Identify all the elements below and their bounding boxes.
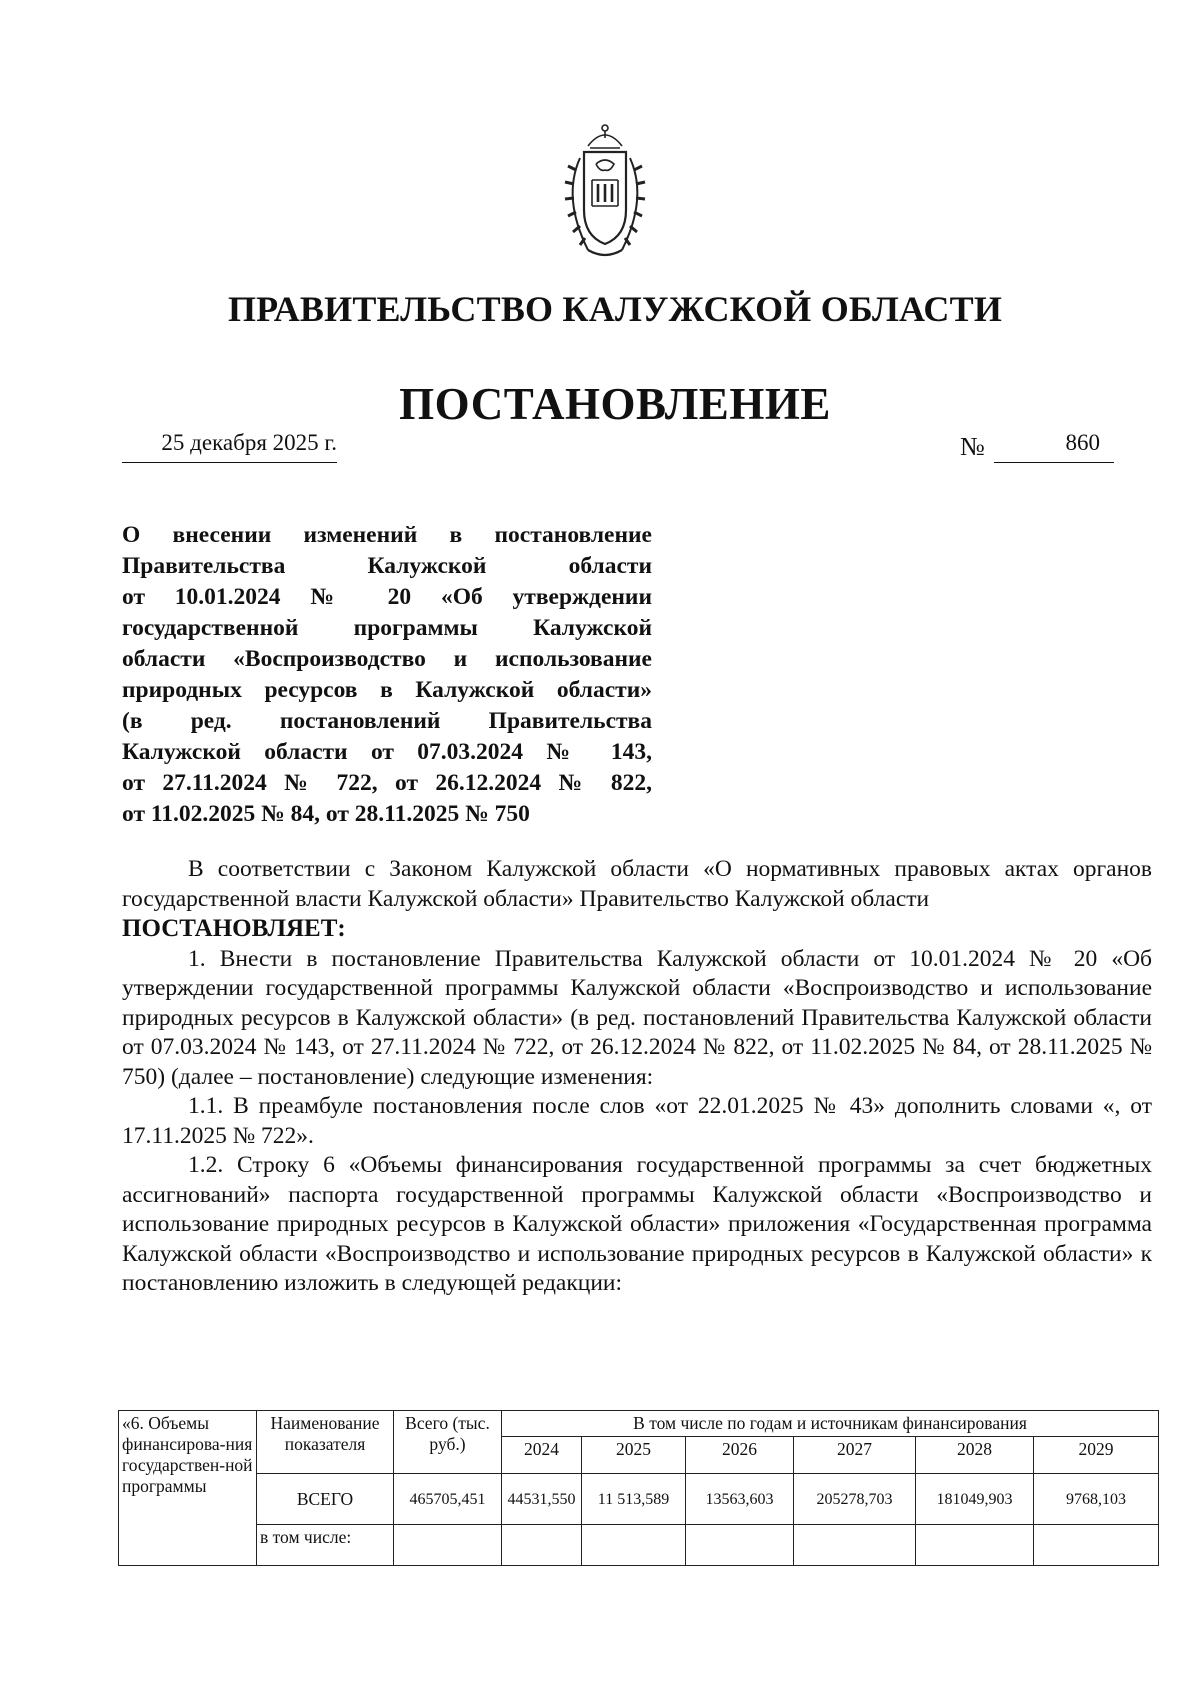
- decree-paragraph: [122, 914, 1152, 945]
- table-row: [119, 1525, 1159, 1566]
- empty-cell: [916, 1525, 1034, 1566]
- number-sign: №: [960, 432, 985, 461]
- year-value-cell: 44531,550: [502, 1474, 582, 1525]
- table-header-row: [119, 1411, 1159, 1437]
- document-date: 25 декабря 2025 г.: [161, 430, 337, 455]
- total-label-cell: ВСЕГО: [257, 1474, 394, 1525]
- year-cell: 2026: [686, 1437, 794, 1474]
- indicator-header: Наименование показателя: [257, 1411, 394, 1474]
- year-value-cell: 205278,703: [794, 1474, 916, 1525]
- clause-1-2: 1.2. Строку 6 «Объемы финансирования государственной программы за счет бюджетных ассигнований» паспорта государственной программы Калужской области «Воспроизводство и использование природных ресурсов в Калужской области» приложения «Государственная программа Калужской области «Воспроизводство и использование природных ресурсов в Калужской области» к постановлению изложить в следующей редакции:: [122, 1152, 1152, 1296]
- clause-1: 1. Внести в постановление Правительства Калужской области от 10.01.2024 № 20 «Об утверждении государственной программы Калужской области «Воспроизводство и использование природных ресурсов в Калужской области» (в ред. постановлений Правительства Калужской области от 07.03.2024 № 143, от 27.11.2024 № 722, от 26.12.2024 № 822, от 11.02.2025 № 84, от 28.11.2025 № 750) (далее – постановление) следующие изменения:: [122, 945, 1152, 1090]
- subject-line: природных ресурсов в Калужской области»: [122, 677, 652, 703]
- document-type-title: ПОСТАНОВЛЕНИЕ: [399, 379, 831, 429]
- coat-of-arms-emblem: [540, 118, 670, 268]
- year-cell: 2024: [502, 1437, 582, 1474]
- year-value-cell: 11 513,589: [582, 1474, 686, 1525]
- financing-table: [118, 1410, 1159, 1566]
- year-value-cell: 9768,103: [1034, 1474, 1159, 1525]
- subject-line: Калужской области от 07.03.2024 № 143,: [122, 739, 652, 765]
- subject-line: от 27.11.2024 № 722, от 26.12.2024 № 822,: [122, 770, 652, 796]
- document-subject: [122, 520, 652, 830]
- empty-cell: [686, 1525, 794, 1566]
- document-number: 860: [1065, 430, 1100, 455]
- total-header: Всего (тыс. руб.): [394, 1411, 502, 1474]
- document-body: [122, 855, 1152, 1299]
- subject-line: от 11.02.2025 № 84, от 28.11.2025 № 750: [122, 801, 530, 827]
- number-line: [994, 428, 1114, 463]
- by-years-header: В том числе по годам и источникам финансирования: [502, 1411, 1159, 1437]
- empty-cell: [794, 1525, 916, 1566]
- date-line: [122, 428, 337, 463]
- empty-cell: [582, 1525, 686, 1566]
- clause-1-1: 1.1. В преамбуле постановления после слов «от 22.01.2025 № 43» дополнить словами «, от 17.11.2025 № 722».: [122, 1093, 1152, 1149]
- year-value-cell: 13563,603: [686, 1474, 794, 1525]
- organization-title: ПРАВИТЕЛЬСТВО КАЛУЖСКОЙ ОБЛАСТИ: [227, 289, 1003, 329]
- year-value-cell: 181049,903: [916, 1474, 1034, 1525]
- empty-cell: [394, 1525, 502, 1566]
- total-value-cell: 465705,451: [394, 1474, 502, 1525]
- year-cell: 2028: [916, 1437, 1034, 1474]
- subject-line: Правительства Калужской области: [122, 553, 652, 579]
- year-cell: 2029: [1034, 1437, 1159, 1474]
- subject-line: от 10.01.2024 № 20 «Об утверждении: [122, 584, 652, 610]
- subject-line: (в ред. постановлений Правительства: [122, 708, 652, 734]
- empty-cell: [502, 1525, 582, 1566]
- subject-line: области «Воспроизводство и использование: [122, 646, 652, 672]
- preamble-paragraph: В соответствии с Законом Калужской области «О нормативных правовых актах органов государственной власти Калужской области» Правительство Калужской области: [122, 856, 1152, 912]
- including-label-cell: в том числе:: [257, 1525, 394, 1566]
- decree-word: ПОСТАНОВЛЯЕТ:: [122, 915, 346, 942]
- year-cell: 2027: [794, 1437, 916, 1474]
- table-row: [119, 1474, 1159, 1525]
- year-cell: 2025: [582, 1437, 686, 1474]
- row-title-cell: «6. Объемы финансирова-ния государствен-ной программы: [119, 1411, 257, 1566]
- empty-cell: [1034, 1525, 1159, 1566]
- subject-line: государственной программы Калужской: [122, 615, 652, 641]
- subject-line: О внесении изменений в постановление: [122, 522, 652, 548]
